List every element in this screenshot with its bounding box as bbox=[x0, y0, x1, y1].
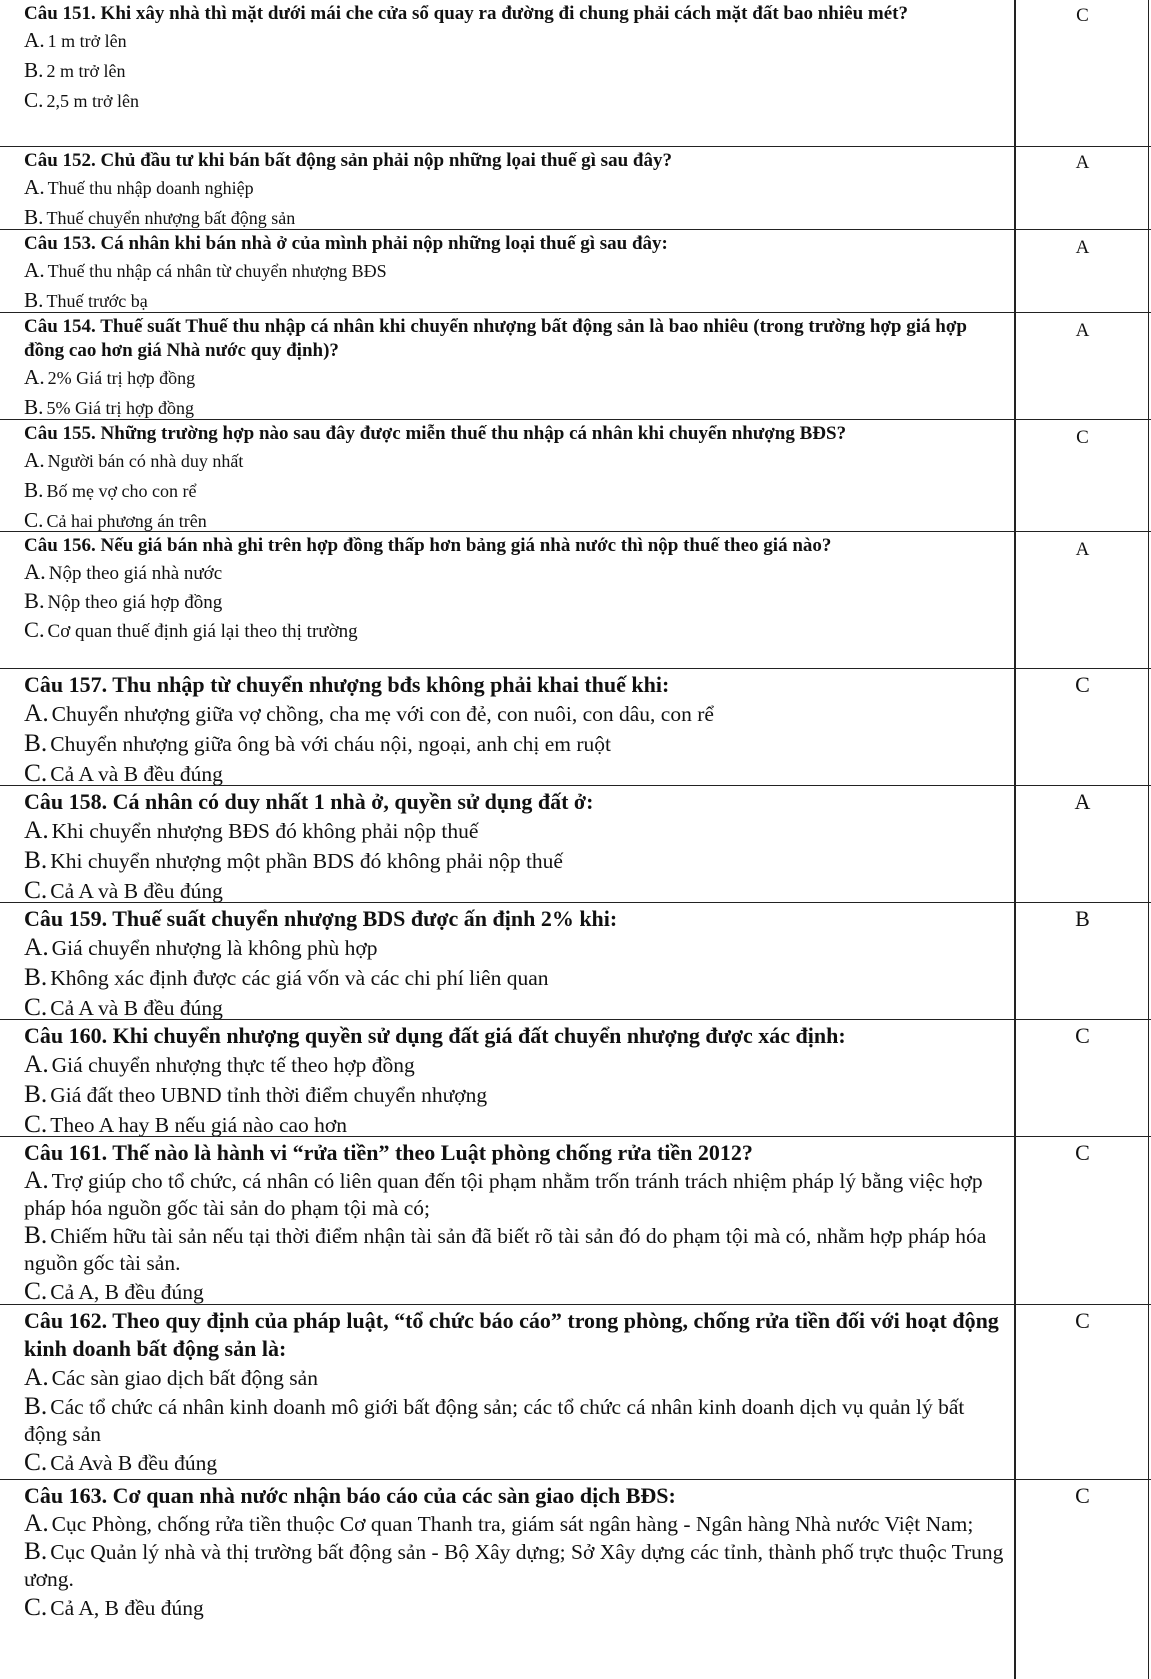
answer-cell: C bbox=[1076, 5, 1089, 26]
option-text: Giá chuyển nhượng là không phù hợp bbox=[51, 936, 378, 960]
option-letter: A. bbox=[24, 365, 45, 389]
option-letter: B. bbox=[24, 729, 48, 757]
option-letter: A. bbox=[24, 1166, 49, 1194]
question-text: Câu 157. Thu nhập từ chuyển nhượng bđs không phải khai thuế khi: bbox=[24, 672, 670, 697]
option bbox=[24, 1593, 1004, 1623]
option bbox=[24, 963, 1004, 993]
answer-cell: B bbox=[1075, 906, 1090, 931]
question-row bbox=[0, 147, 1151, 230]
question-cell bbox=[24, 671, 1004, 786]
option bbox=[24, 1080, 1004, 1110]
option-text: Giá chuyển nhượng thực tế theo hợp đồng bbox=[51, 1053, 415, 1077]
question-row bbox=[0, 1137, 1151, 1305]
option-letter: A. bbox=[24, 1050, 49, 1078]
question-row bbox=[0, 420, 1151, 532]
option-text: Cơ quan thuế định giá lại theo thị trường bbox=[47, 621, 358, 642]
option-text: Cả A, B đều đúng bbox=[50, 1596, 204, 1620]
question-row bbox=[0, 786, 1151, 903]
question-cell bbox=[24, 788, 1004, 903]
option bbox=[24, 86, 1004, 116]
question-text: Câu 153. Cá nhân khi bán nhà ở của mình phải nộp những loại thuế gì sau đây: bbox=[24, 233, 668, 254]
option-text: Cả A và B đều đúng bbox=[50, 879, 223, 903]
option-letter: B. bbox=[24, 1080, 48, 1108]
option-letter: B. bbox=[24, 1392, 48, 1420]
option-text: Thuế thu nhập cá nhân từ chuyển nhượng BĐS bbox=[47, 261, 387, 281]
option bbox=[24, 846, 1004, 876]
option bbox=[24, 286, 1004, 313]
question-cell bbox=[24, 534, 1004, 645]
option-letter: C. bbox=[24, 1110, 48, 1137]
option-text: Trợ giúp cho tổ chức, cá nhân có liên quan đến tội phạm nhằm trốn tránh trách nhiệm pháp lý bằng việc hợp pháp hóa nguồn gốc tài sản do phạm tội mà có; bbox=[24, 1169, 983, 1220]
option bbox=[24, 26, 1004, 56]
answer-cell: A bbox=[1075, 320, 1090, 341]
option bbox=[24, 256, 1004, 286]
option-letter: B. bbox=[24, 1537, 48, 1565]
option-letter: C. bbox=[24, 508, 44, 532]
option-text: Nộp theo giá hợp đồng bbox=[47, 592, 223, 613]
option-text: Chuyển nhượng giữa vợ chồng, cha mẹ với con đẻ, con nuôi, con dâu, con rể bbox=[51, 702, 714, 726]
option bbox=[24, 173, 1004, 203]
question-text: Câu 163. Cơ quan nhà nước nhận báo cáo của các sàn giao dịch BĐS: bbox=[24, 1483, 676, 1508]
option bbox=[24, 1363, 1004, 1393]
option-text: Người bán có nhà duy nhất bbox=[47, 451, 244, 471]
question-text: Câu 162. Theo quy định của pháp luật, “tổ chức báo cáo” trong phòng, chống rửa tiền đối với hoạt động kinh doanh bất động sản là: bbox=[24, 1308, 999, 1361]
option bbox=[24, 616, 1004, 645]
option bbox=[24, 993, 1004, 1020]
option bbox=[24, 558, 1004, 587]
option-text: Chiếm hữu tài sản nếu tại thời điểm nhận tài sản đã biết rõ tài sản đó do phạm tội mà có, nhằm hợp pháp hóa nguồn gốc tài sản. bbox=[24, 1224, 987, 1275]
option bbox=[24, 1277, 1004, 1305]
question-cell bbox=[24, 1139, 1004, 1305]
option-letter: B. bbox=[24, 58, 44, 82]
question-row bbox=[0, 1480, 1151, 1679]
option bbox=[24, 1393, 1004, 1448]
option-text: Thuế thu nhập doanh nghiệp bbox=[47, 178, 254, 198]
question-text: Câu 160. Khi chuyển nhượng quyền sử dụng đất giá đất chuyển nhượng được xác định: bbox=[24, 1023, 846, 1048]
question-text: Câu 151. Khi xây nhà thì mặt dưới mái che cửa sổ quay ra đường đi chung phải cách mặt đất bao nhiêu mét? bbox=[24, 3, 908, 24]
option-letter: A. bbox=[24, 1363, 49, 1391]
option-letter: B. bbox=[24, 1221, 48, 1249]
option-letter: C. bbox=[24, 1448, 48, 1476]
question-cell bbox=[24, 1022, 1004, 1137]
option bbox=[24, 587, 1004, 616]
question-row bbox=[0, 669, 1151, 786]
option-letter: A. bbox=[24, 816, 49, 844]
answer-cell: C bbox=[1075, 1023, 1090, 1048]
option-text: Các sàn giao dịch bất động sản bbox=[51, 1366, 318, 1390]
option-text: Chuyển nhượng giữa ông bà với cháu nội, ngoại, anh chị em ruột bbox=[50, 732, 612, 756]
option-letter: A. bbox=[24, 559, 46, 584]
question-cell bbox=[24, 315, 1004, 420]
question-row bbox=[0, 1020, 1151, 1137]
question-row bbox=[0, 0, 1151, 147]
question-text: Câu 154. Thuế suất Thuế thu nhập cá nhân khi chuyển nhượng bất động sản là bao nhiêu (trong trường hợp giá hợp đồng cao hơn giá Nhà nước quy định)? bbox=[24, 316, 967, 361]
option-letter: B. bbox=[24, 963, 48, 991]
answer-cell: C bbox=[1075, 672, 1090, 697]
option-text: 2,5 m trở lên bbox=[46, 91, 139, 111]
option-text: Thuế trước bạ bbox=[46, 291, 148, 311]
option bbox=[24, 759, 1004, 786]
option-letter: C. bbox=[24, 88, 44, 112]
option bbox=[24, 1222, 1004, 1277]
option-letter: A. bbox=[24, 28, 45, 52]
option-text: Cục Phòng, chống rửa tiền thuộc Cơ quan Thanh tra, giám sát ngân hàng - Ngân hàng Nhà nước Việt Nam; bbox=[51, 1512, 974, 1536]
question-cell bbox=[24, 1482, 1004, 1623]
question-cell bbox=[24, 905, 1004, 1020]
option bbox=[24, 933, 1004, 963]
option bbox=[24, 506, 1004, 532]
option-text: 2% Giá trị hợp đồng bbox=[47, 368, 196, 388]
option-letter: B. bbox=[24, 395, 44, 419]
answer-cell: C bbox=[1075, 1140, 1090, 1165]
option bbox=[24, 1510, 1004, 1538]
option-text: 1 m trở lên bbox=[47, 31, 127, 51]
option-text: Cả Avà B đều đúng bbox=[50, 1451, 218, 1475]
option bbox=[24, 1110, 1004, 1137]
answer-cell: A bbox=[1074, 789, 1091, 814]
option-letter: A. bbox=[24, 175, 45, 199]
answer-cell: C bbox=[1076, 427, 1089, 448]
option-text: Các tổ chức cá nhân kinh doanh mô giới bất động sản; các tổ chức cá nhân kinh doanh dịch vụ quản lý bất động sản bbox=[24, 1395, 965, 1446]
option-letter: C. bbox=[24, 1593, 48, 1621]
option bbox=[24, 816, 1004, 846]
option-letter: B. bbox=[24, 846, 48, 874]
option-text: 5% Giá trị hợp đồng bbox=[46, 398, 194, 418]
option-letter: B. bbox=[24, 205, 44, 229]
option-letter: B. bbox=[24, 288, 44, 312]
option-text: Theo A hay B nếu giá nào cao hơn bbox=[50, 1113, 348, 1137]
option-letter: A. bbox=[24, 1509, 49, 1537]
question-row bbox=[0, 230, 1151, 313]
answer-cell: C bbox=[1075, 1308, 1090, 1333]
option bbox=[24, 363, 1004, 393]
question-cell bbox=[24, 149, 1004, 230]
option-letter: C. bbox=[24, 617, 45, 642]
option-text: Bố mẹ vợ cho con rể bbox=[46, 481, 197, 501]
question-cell bbox=[24, 1307, 1004, 1478]
question-row bbox=[0, 313, 1151, 420]
option-text: Cả A, B đều đúng bbox=[50, 1280, 204, 1304]
question-row bbox=[0, 903, 1151, 1020]
answer-cell: A bbox=[1075, 539, 1090, 560]
question-cell bbox=[24, 232, 1004, 313]
column-divider bbox=[1014, 0, 1016, 1679]
question-cell bbox=[24, 422, 1004, 532]
answer-cell: C bbox=[1075, 1483, 1090, 1508]
question-text: Câu 161. Thế nào là hành vi “rửa tiền” theo Luật phòng chống rửa tiền 2012? bbox=[24, 1140, 753, 1165]
option bbox=[24, 1167, 1004, 1222]
option-text: Cả A và B đều đúng bbox=[50, 762, 223, 786]
option bbox=[24, 729, 1004, 759]
option bbox=[24, 699, 1004, 729]
option-text: Cục Quản lý nhà và thị trường bất động sản - Bộ Xây dựng; Sở Xây dựng các tỉnh, thành phố trực thuộc Trung ương. bbox=[24, 1540, 1004, 1591]
option-text: Cả hai phương án trên bbox=[46, 511, 207, 531]
option-letter: C. bbox=[24, 1277, 48, 1305]
question-text: Câu 155. Những trường hợp nào sau đây được miễn thuế thu nhập cá nhân khi chuyển nhượng BĐS? bbox=[24, 423, 847, 444]
option-text: Cả A và B đều đúng bbox=[50, 996, 223, 1020]
option-letter: C. bbox=[24, 993, 48, 1020]
option bbox=[24, 476, 1004, 506]
option bbox=[24, 203, 1004, 230]
option-text: Không xác định được các giá vốn và các chi phí liên quan bbox=[50, 966, 549, 990]
question-text: Câu 159. Thuế suất chuyển nhượng BDS được ấn định 2% khi: bbox=[24, 906, 618, 931]
question-row bbox=[0, 532, 1151, 669]
option-letter: C. bbox=[24, 876, 48, 903]
question-text: Câu 158. Cá nhân có duy nhất 1 nhà ở, quyền sử dụng đất ở: bbox=[24, 789, 594, 814]
option-letter: A. bbox=[24, 448, 45, 472]
option-text: 2 m trở lên bbox=[46, 61, 126, 81]
option-letter: A. bbox=[24, 258, 45, 282]
table-right-border bbox=[1148, 0, 1150, 1679]
option-text: Khi chuyển nhượng một phần BDS đó không phải nộp thuế bbox=[50, 849, 563, 873]
option-letter: B. bbox=[24, 588, 45, 613]
option-letter: A. bbox=[24, 933, 49, 961]
answer-cell: A bbox=[1075, 237, 1090, 258]
option bbox=[24, 56, 1004, 86]
option bbox=[24, 393, 1004, 420]
option bbox=[24, 446, 1004, 476]
question-row bbox=[0, 1305, 1151, 1480]
option-letter: A. bbox=[24, 699, 49, 727]
option-text: Thuế chuyển nhượng bất động sản bbox=[46, 208, 296, 228]
option-letter: B. bbox=[24, 478, 44, 502]
question-cell bbox=[24, 2, 1004, 116]
option-text: Giá đất theo UBND tỉnh thời điểm chuyển nhượng bbox=[50, 1083, 488, 1107]
question-text: Câu 156. Nếu giá bán nhà ghi trên hợp đồng thấp hơn bảng giá nhà nước thì nộp thuế theo giá nào? bbox=[24, 535, 832, 556]
option bbox=[24, 1448, 1004, 1478]
option-text: Nộp theo giá nhà nước bbox=[48, 563, 223, 584]
question-text: Câu 152. Chủ đầu tư khi bán bất động sản phải nộp những lọai thuế gì sau đây? bbox=[24, 150, 672, 171]
option bbox=[24, 1050, 1004, 1080]
answer-cell: A bbox=[1075, 152, 1090, 173]
option-letter: C. bbox=[24, 759, 48, 786]
option bbox=[24, 876, 1004, 903]
option bbox=[24, 1538, 1004, 1593]
option-text: Khi chuyển nhượng BĐS đó không phải nộp thuế bbox=[51, 819, 479, 843]
